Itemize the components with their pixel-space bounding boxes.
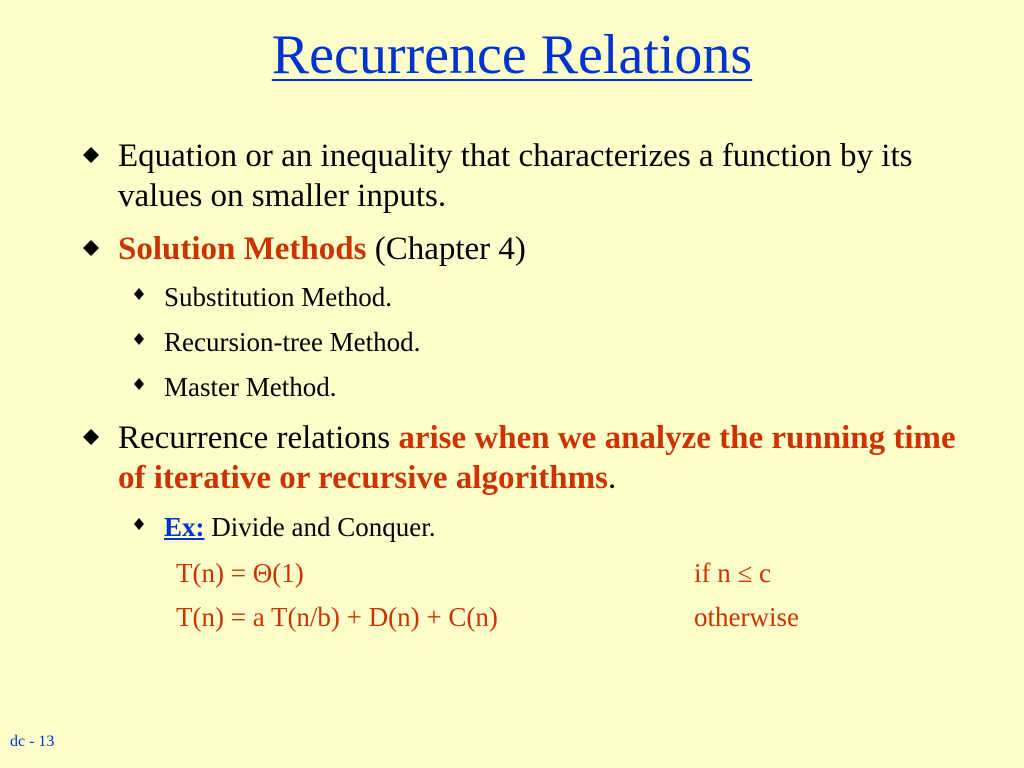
slide-footer: dc - 13: [10, 733, 55, 750]
diamond-bullet-icon: [80, 418, 102, 458]
sub-bullet-master: [130, 370, 960, 404]
recurrence-end-punct: .: [607, 460, 617, 496]
sub-bullet-text: Master Method.: [164, 372, 337, 402]
bullet-definition: [80, 136, 960, 216]
sub-bullet-substitution: [130, 280, 960, 314]
recurrence-highlight-text: arise when we analyze the running time of iterative or recursive algorithms: [118, 420, 956, 496]
sub-bullet-recursion-tree: [130, 325, 960, 359]
small-diamond-bullet-icon: [130, 280, 150, 314]
diamond-bullet-icon: [80, 136, 102, 176]
formula-recursive-case: T(n) = a T(n/b) + D(n) + C(n): [176, 602, 498, 632]
sub-bullet-text: Recursion-tree Method.: [164, 327, 421, 357]
small-diamond-bullet-icon: [130, 510, 150, 544]
bullet-recurrence-arise: [80, 418, 960, 498]
sub-bullet-example: [130, 510, 960, 544]
solution-methods-chapter: (Chapter 4): [366, 231, 526, 267]
diamond-bullet-icon: [80, 229, 102, 269]
example-label: Ex:: [164, 512, 205, 542]
small-diamond-bullet-icon: [130, 325, 150, 359]
solution-methods-heading: Solution Methods: [118, 231, 367, 267]
example-text: Divide and Conquer.: [204, 512, 436, 542]
formula-base-case: T(n) = Θ(1): [176, 558, 304, 588]
bullet-solution-methods: [80, 229, 960, 269]
formula-recursive-condition: otherwise: [694, 602, 799, 632]
small-diamond-bullet-icon: [130, 370, 150, 404]
sub-bullet-text: Substitution Method.: [164, 282, 393, 312]
slide-title: Recurrence Relations: [271, 24, 753, 86]
formula-base-condition: if n ≤ c: [694, 558, 772, 588]
bullet-definition-text: Equation or an inequality that characterizes a function by its values on smaller inputs.: [118, 138, 913, 214]
recurrence-intro-text: Recurrence relations: [118, 420, 399, 456]
